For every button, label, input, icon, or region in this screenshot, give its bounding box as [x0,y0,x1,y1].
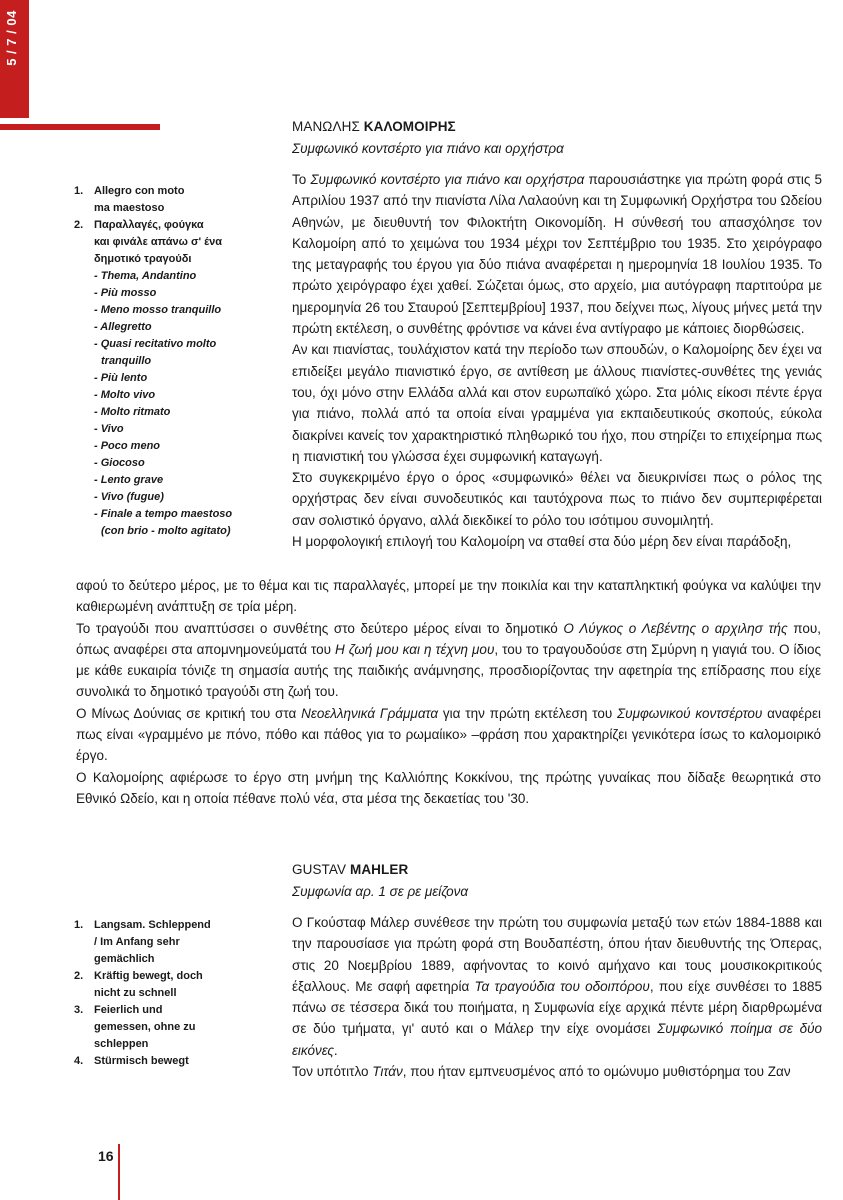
body-text-wide [76,575,821,809]
sub-movement: - Thema, Andantino [94,270,197,282]
movement-item: 2. Παραλλαγές, φούγκα και φινάλε απάνω σ' ένα δημοτικό τραγούδι [74,219,222,265]
movement-item: 1. Langsam. Schleppend / Im Anfang sehr gemächlich [74,919,211,965]
sub-movement: - Più mosso [94,287,157,299]
section-heading-mahler [292,861,822,901]
paragraph: αφού το δεύτερο μέρος, με το θέμα και τις παραλλαγές, μπορεί με την ποικιλία και την καταπληκτική φούγκα να καλύψει την καθιερωμένη ανάπτυξη σε τρία μέρη. [76,578,821,615]
work-title: Συμφωνία αρ. 1 σε ρε μείζονα [292,884,469,899]
paragraph: Ο Καλομοίρης αφιέρωσε το έργο στη μνήμη της Καλλιόπης Κοκκίνου, της πρώτης γυναίκας που δίδαξε θεωρητικά στο Εθνικό Ωδείο, και η οποία πέθανε πολύ νέα, στα μέσα της δεκαετίας του '30. [76,769,821,806]
sub-movement: - Poco meno [94,440,161,452]
movement-list [74,917,254,1070]
composer-name: ΜΑΝΩΛΗΣ ΚΑΛΟΜΟΙΡΗΣ [292,119,456,134]
sub-movement: tranquillo [101,355,152,367]
body-text-narrow [292,169,822,552]
paragraph: Ο Μίνως Δούνιας σε κριτική του στα Νεοελληνικά Γράμματα για την πρώτη εκτέλεση του Συμφωνικού κοντσέρτου αναφέρει πως είναι «γραμμένο με πόνο, πόθο και πάθος για το ρωμαίικο» –φράση που χαρακτηρίζει γενικότερα ίσως το καλομοιρικό έργο. [76,705,822,764]
section-heading-kalomiris [292,118,822,158]
issue-date: 5 / 7 / 04 [4,10,19,66]
sub-movement: - Più lento [94,372,148,384]
sub-movement: - Giocoso [94,457,145,469]
date-tab [0,0,29,118]
body-text-narrow [292,912,822,1082]
section-rule [0,124,160,130]
paragraph: Στο συγκεκριμένο έργο ο όρος «συμφωνικό» θέλει να διευκρινίσει πως ο ρόλος της ορχήστρας δεν είναι συνοδευτικός και ταυτόχρονα πως το πιάνο δεν συμπεριφέρεται σαν σολιστικό όργανο, αλλά διεκδικεί το ρόλο του ισότιμου συνομιλητή. [292,470,822,528]
sub-movement: - Allegretto [94,321,152,333]
work-title: Συμφωνικό κοντσέρτο για πιάνο και ορχήστρα [292,141,564,156]
paragraph: Το τραγούδι που αναπτύσσει ο συνθέτης στο δεύτερο μέρος είναι το δημοτικό Ο Λύγκος ο Λεβέντης ο αρχιλησ τής που, όπως αναφέρει στα απομνημονεύματά του Η ζωή μου και η τέχνη μου, του το τραγουδούσε στη Σμύρνη η γιαγιά του. Ο ίδιος με κάθε ευκαιρία τόνιζε τη σημασία αυτής της παιδικής ανάμνησης, προσδιορίζοντας την αφετηρία της επίδρασης που είχε συνολικά το δημοτικό τραγούδι στη ζωή του. [76,620,821,700]
sub-movement: - Vivo (fugue) [94,491,164,503]
sub-movement: (con brio - molto agitato) [101,525,231,537]
movement-list [74,183,274,540]
sub-movement: - Meno mosso tranquillo [94,304,222,316]
sub-movement: - Vivo [94,423,124,435]
sub-movement: - Molto ritmato [94,406,171,418]
movement-item: 2. Kräftig bewegt, doch nicht zu schnell [74,970,203,999]
sub-movement: - Lento grave [94,474,164,486]
paragraph: Αν και πιανίστας, τουλάχιστον κατά την περίοδο των σπουδών, ο Καλομοίρης δεν έχει να επιδείξει μεγάλο πιανιστικό έργο, σε αντίθεση με άλλους πιανίστες-συνθέτες της γενιάς του, όχι μόνο στην Ελλάδα αλλά και στον ευρωπαϊκό χώρο. Στα μόλις είκοσι πέντε έργα για πιάνο, πολλά από τα οποία είναι γραμμένα για εκπαιδευτικούς σκοπούς, εύκολα διακρίνει κανείς τον χαρακτηριστικό πληθωρικό του ήχο, που στηρίζει το επιχείρημα πως η πιανιστική του γλώσσα έχει συμφωνική καταγωγή. [292,342,822,464]
movement-item: 1. Allegro con moto ma maestoso [74,185,185,214]
movement-item: 3. Feierlich und gemessen, ohne zu schleppen [74,1004,196,1050]
movement-item: 4. Stürmisch bewegt [74,1055,189,1067]
sub-movement: - Molto vivo [94,389,156,401]
sub-movement: - Quasi recitativo molto [94,338,217,350]
paragraph: Ο Γκούσταφ Μάλερ συνέθεσε την πρώτη του συμφωνία μεταξύ των ετών 1884-1888 και την παρουσίασε για πρώτη φορά στη Βουδαπέστη, όπου ήταν διευθυντής της Όπερας, στις 20 Νοεμβρίου 1889, αφήνοντας το κοινό αμήχανο και τους μουσικοκριτικούς έξαλλους. Με σαφή αφετηρία Τα τραγούδια του οδοιπόρου, που είχε συνθέσει το 1885 πάνω σε τέσσερα δικά του ποιήματα, η Συμφωνία είχε αρχικά πέντε μέρη διαρθρωμένα σε δύο τμήματα, γι' αυτό και ο Μάλερ την είχε ονομάσει Συμφωνικό ποίημα σε δύο εικόνες. [292,915,822,1058]
paragraph: Η μορφολογική επιλογή του Καλομοίρη να σταθεί στα δύο μέρη δεν είναι παράδοξη, [292,534,792,550]
composer-name: GUSTAV MAHLER [292,862,409,877]
paragraph: Τον υπότιτλο Τιτάν, που ήταν εμπνευσμένος από το ομώνυμο μυθιστόρημα του Ζαν [292,1064,791,1080]
page-number-rule [118,1144,120,1200]
sub-movement: - Finale a tempo maestoso [94,508,233,520]
paragraph: Το Συμφωνικό κοντσέρτο για πιάνο και ορχήστρα παρουσιάστηκε για πρώτη φορά στις 5 Απριλίου 1937 από την πιανίστα Λίλα Λαλαούνη και τη Συμφωνική Ορχήστρα του Ωδείου Αθηνών, με διευθυντή τον Φιλοκτήτη Οικονομίδη. Η σύνθεσή του απασχόλησε τον Καλομοίρη από το χειμώνα του 1934 μέχρι τον Σεπτέμβριο του 1935. Στο χειρόγραφο της μεταγραφής του έργου για δύο πιάνα αναφέρεται η ημερομηνία 18 Ιουλίου 1935. Το πρώτο χειρόγραφο έχει χαθεί. Σώζεται όμως, στο αρχείο, μια αυτόγραφη παρτιτούρα με ημερομηνία 26 του Σταυρού [Σεπτεμβρίου] 1937, που δείχνει πως, λίγους μήνες μετά την πρώτη εκτέλεση, ο συνθέτης φρόντισε να κάνει ένα αντίγραφο με κάποιες διορθώσεις. [292,172,822,337]
page-number: 16 [98,1148,114,1164]
